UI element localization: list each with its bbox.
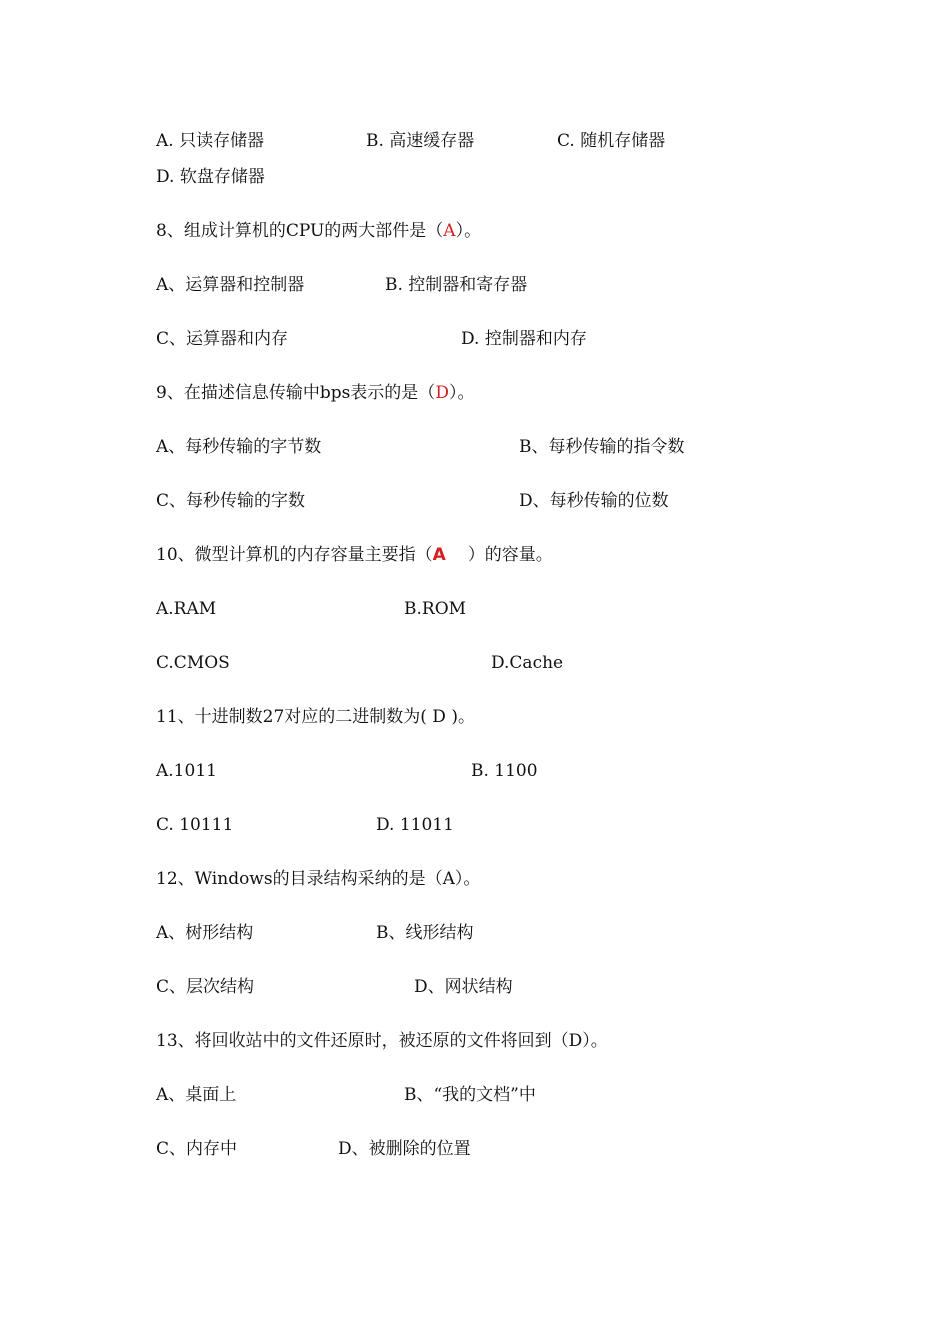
q9-suffix: ）。 — [448, 383, 475, 403]
q12-option-a: A、树形结构 — [156, 923, 254, 943]
q10-answer: A — [432, 545, 446, 565]
q10-option-b: B.ROM — [404, 599, 467, 619]
q8-option-c: C、运算器和内存 — [156, 329, 289, 349]
q10-question — [156, 544, 553, 566]
q8-prefix: 8、组成计算机的CPU的两大部件是（ — [156, 221, 444, 241]
q10-option-a: A.RAM — [156, 599, 217, 619]
q11-option-c: C. 10111 — [156, 815, 234, 835]
q8-question — [156, 220, 481, 242]
q7-option-d: D. 软盘存储器 — [156, 167, 265, 187]
q9-question — [156, 382, 474, 404]
q9-option-c: C、每秒传输的字数 — [156, 491, 306, 511]
q11-option-d: D. 11011 — [376, 815, 454, 835]
q9-option-a: A、每秒传输的字节数 — [156, 437, 322, 457]
q13-option-c: C、内存中 — [156, 1139, 238, 1159]
q8-suffix: ）。 — [455, 221, 482, 241]
q11-option-b: B. 1100 — [471, 761, 538, 781]
q12-option-d: D、网状结构 — [414, 977, 513, 997]
q11-question: 11、十进制数27对应的二进制数为( D )。 — [156, 707, 475, 727]
q7-option-a: A. 只读存储器 — [156, 131, 265, 151]
q8-option-d: D. 控制器和内存 — [461, 329, 587, 349]
q9-option-d: D、每秒传输的位数 — [519, 491, 669, 511]
q9-prefix: 9、在描述信息传输中bps表示的是（ — [156, 383, 436, 403]
q13-option-b: B、“我的文档”中 — [404, 1085, 536, 1105]
q9-answer: D — [435, 383, 449, 403]
q13-option-d: D、被删除的位置 — [338, 1139, 471, 1159]
q10-prefix: 10、微型计算机的内存容量主要指（ — [156, 545, 433, 565]
q13-option-a: A、桌面上 — [156, 1085, 237, 1105]
q10-suffix: ）的容量。 — [467, 545, 553, 565]
q8-option-a: A、运算器和控制器 — [156, 275, 305, 295]
q10-option-d: D.Cache — [491, 653, 564, 673]
q12-option-b: B、线形结构 — [376, 923, 474, 943]
q7-option-c: C. 随机存储器 — [557, 131, 666, 151]
q8-answer: A — [443, 221, 456, 241]
q11-option-a: A.1011 — [156, 761, 217, 781]
q12-question: 12、Windows的目录结构采纳的是（A）。 — [156, 869, 481, 889]
q9-option-b: B、每秒传输的指令数 — [519, 437, 685, 457]
q12-option-c: C、层次结构 — [156, 977, 255, 997]
q7-option-b: B. 高速缓存器 — [366, 131, 475, 151]
q8-option-b: B. 控制器和寄存器 — [385, 275, 528, 295]
q13-question: 13、将回收站中的文件还原时，被还原的文件将回到（D）。 — [156, 1031, 608, 1051]
q10-option-c: C.CMOS — [156, 653, 230, 673]
